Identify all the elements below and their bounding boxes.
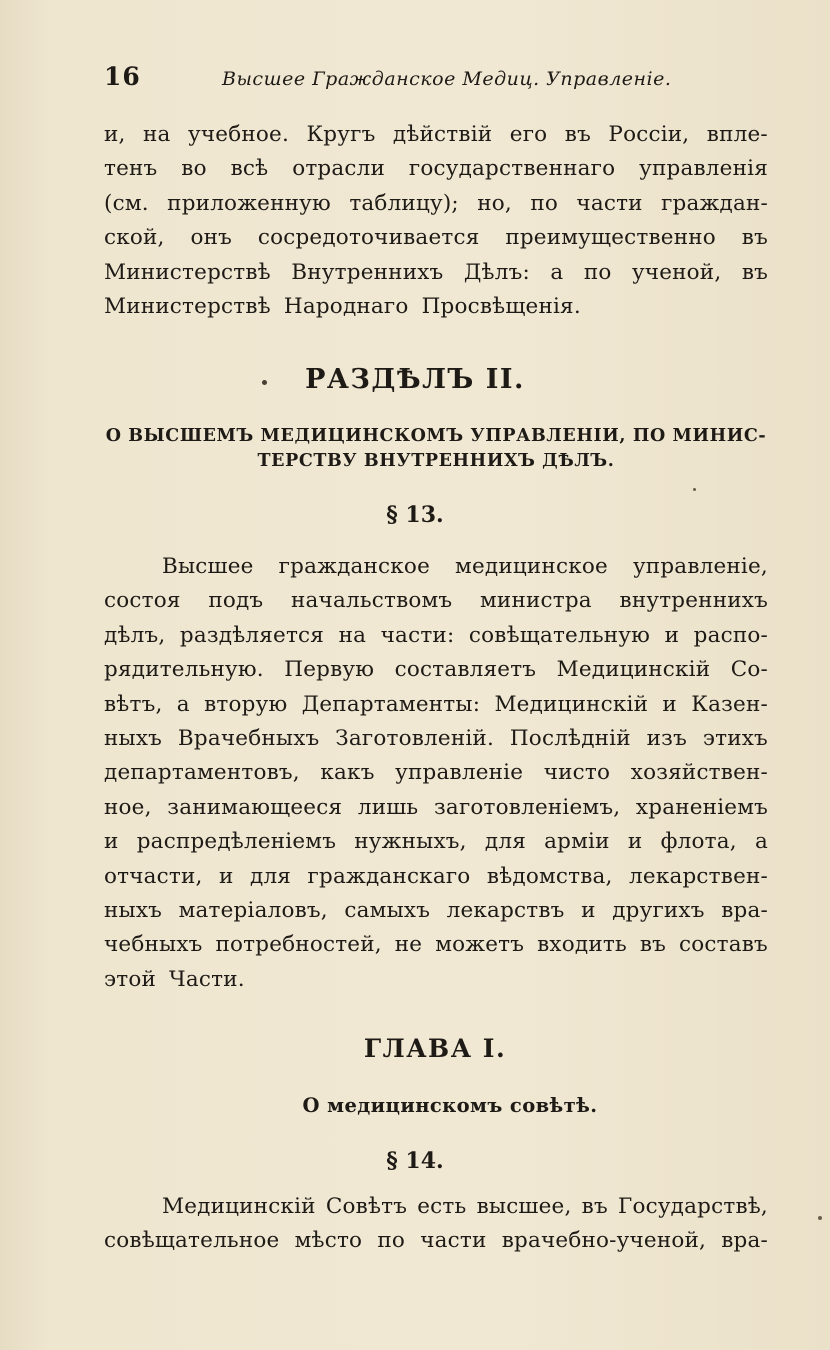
text-line: ской, онъ сосредоточивается преимущественно въ [104, 225, 768, 251]
section-title: РАЗДѢЛЪ II. [305, 364, 525, 395]
chapter-title: ГЛАВА I. [363, 1034, 507, 1063]
section-subtitle-line-2: ТЕРСТВУ ВНУТРЕННИХЪ ДѢЛЪ. [257, 451, 615, 471]
text-line: дѣлъ, раздѣляется на части: совѣщательную и распо- [104, 622, 768, 648]
paragraph-14 [104, 1190, 768, 1259]
paragraph-mark-13: § 13. [386, 502, 444, 528]
text-line: департаментовъ, какъ управленіе чисто хозяйствен- [104, 760, 768, 786]
text-line: совѣщательное мѣсто по части врачебно-ученой, вра- [104, 1228, 768, 1254]
section-subtitle-line-1: О ВЫСШЕМЪ МЕДИЦИНСКОМЪ УПРАВЛЕНІИ, ПО МИНИС- [105, 426, 767, 446]
text-line: вѣтъ, а вторую Департаменты: Медицинскій и Казен- [104, 691, 768, 717]
text-line: Министерствѣ Внутреннихъ Дѣлъ: а по ученой, въ [104, 259, 768, 285]
text-line: отчасти, и для гражданскаго вѣдомства, лекарствен- [104, 863, 768, 889]
text-line: ныхъ матеріаловъ, самыхъ лекарствъ и другихъ вра- [104, 897, 768, 923]
text-line: (см. приложенную таблицу); но, по части граждан- [104, 190, 768, 216]
section-subtitle [104, 424, 768, 474]
text-line: состоя подъ начальствомъ министра внутреннихъ [104, 588, 768, 614]
paper-speck [693, 488, 696, 491]
text-line: Министерствѣ Народнаго Просвѣщенія. [104, 293, 581, 319]
text-line: рядительную. Первую составляетъ Медицинскій Со- [104, 657, 768, 683]
text-line: ныхъ Врачебныхъ Заготовленій. Послѣдній изъ этихъ [104, 725, 768, 751]
text-line: ное, занимающееся лишь заготовленіемъ, храненіемъ [104, 794, 768, 820]
chapter-subtitle: О медицинскомъ совѣтѣ. [302, 1094, 598, 1117]
text-line: Высшее гражданское медицинское управленіе, [162, 554, 768, 579]
page-number: 16 [104, 62, 141, 91]
text-line: этой Части. [104, 966, 245, 992]
text-line: тенъ во всѣ отрасли государственнаго управленія [104, 156, 768, 182]
page-header [104, 62, 684, 92]
running-head: Высшее Гражданское Медиц. Управленіе. [222, 68, 672, 90]
paragraph-13 [104, 550, 768, 997]
paragraph-mark-14: § 14. [386, 1148, 444, 1174]
text-line: и распредѣленіемъ нужныхъ, для арміи и флота, а [104, 829, 768, 855]
text-line: Медицинскій Совѣтъ есть высшее, въ Государствѣ, [162, 1194, 768, 1219]
paragraph-intro [104, 118, 768, 324]
paper-speck [818, 1216, 822, 1220]
text-line: и, на учебное. Кругъ дѣйствій его въ Россіи, вплe- [104, 122, 768, 147]
text-line: чебныхъ потребностей, не можетъ входить въ составъ [104, 932, 768, 958]
